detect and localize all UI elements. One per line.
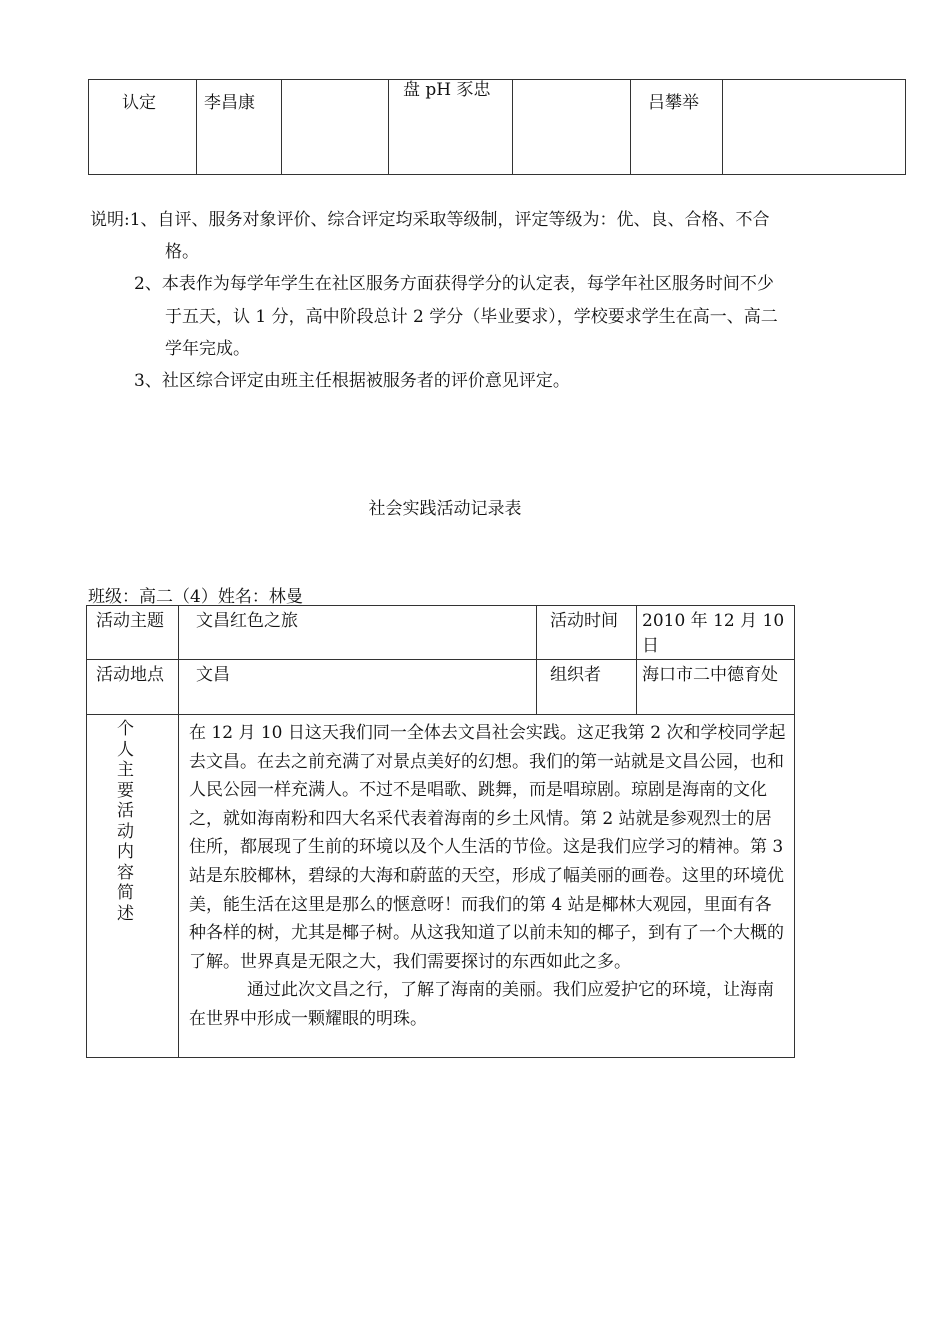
organizer-label: 组织者	[537, 660, 637, 715]
name-cell-2: 吕攀举	[631, 80, 723, 175]
note-line-2: 格。	[165, 242, 199, 262]
note-line-5: 学年完成。	[165, 339, 250, 359]
class-name-line: 班级：高二（4）姓名：林曼	[88, 587, 303, 607]
content-paragraph-2: 通过此次文昌之行，了解了海南的美丽。我们应爱护它的环境，让海南在世界中形成一颗耀眼的明珠。	[189, 980, 774, 1029]
empty-cell-1	[282, 80, 389, 175]
note-line-1: 说明:1、自评、服务对象评价、综合评定均采取等级制，评定等级为：优、良、合格、不合	[90, 210, 770, 230]
note-line-3: 2、本表作为每学年学生在社区服务方面获得学分的认定表，每学年社区服务时间不少	[134, 274, 774, 294]
content-label: 个人主要活动内容简述	[117, 719, 134, 924]
note-line-4: 于五天，认 1 分，高中阶段总计 2 学分（毕业要求），学校要求学生在高一、高二	[165, 307, 778, 327]
content-paragraph-1: 在 12 月 10 日这天我们同一全体去文昌社会实践。这疋我第 2 次和学校同学起去文昌。在去之前充满了对景点美好的幻想。我们的第一站就是文昌公园，也和人民公园一样充满人。不过不是唱歌、跳舞，而是唱琼剧。琼剧是海南的文化之，就如海南粉和四大名采代表着海南的乡土风情。第 2 站就是参观烈士的居住所，都展现了生前的环境以及个人生活的节俭。这是我们应学习的精神。第 3 站是东胶椰林，碧绿的大海和蔚蓝的天空，形成了幅美丽的画卷。这里的环境优美，能生活在这里是那么的惬意呀！而我们的第 4 站是椰林大观园，里面有各种各样的树，尤其是椰子树。从这我知道了以前未知的椰子，到有了一个大概的了解。世界真是无限之大，我们需要探讨的东西如此之多。	[189, 723, 786, 972]
recognition-label: 认定	[89, 80, 197, 175]
content-label-cell	[87, 715, 179, 1058]
place-label-cell	[87, 660, 179, 715]
note-line-6: 3、社区综合评定由班主任根据被服务者的评价意见评定。	[134, 371, 570, 391]
place-label: 活动地点	[96, 665, 164, 685]
cut-text: 盘 pH 豕忠	[403, 80, 491, 100]
theme-value: 文昌红色之旅	[179, 606, 537, 660]
activity-record-table	[86, 605, 795, 1058]
form-title: 社会实践活动记录表	[368, 499, 522, 519]
cut-text-cell	[389, 80, 513, 175]
theme-label: 活动主题	[87, 606, 179, 660]
empty-cell-3	[723, 80, 906, 175]
content-cell	[179, 715, 795, 1058]
time-value: 2010 年 12 月 10 日	[637, 606, 795, 660]
organizer-value: 海口市二中德育处	[637, 660, 795, 715]
place-value: 文昌	[179, 660, 537, 715]
top-table	[88, 79, 906, 175]
empty-cell-2	[513, 80, 631, 175]
time-label: 活动时间	[537, 606, 637, 660]
name-cell-1: 李昌康	[197, 80, 282, 175]
